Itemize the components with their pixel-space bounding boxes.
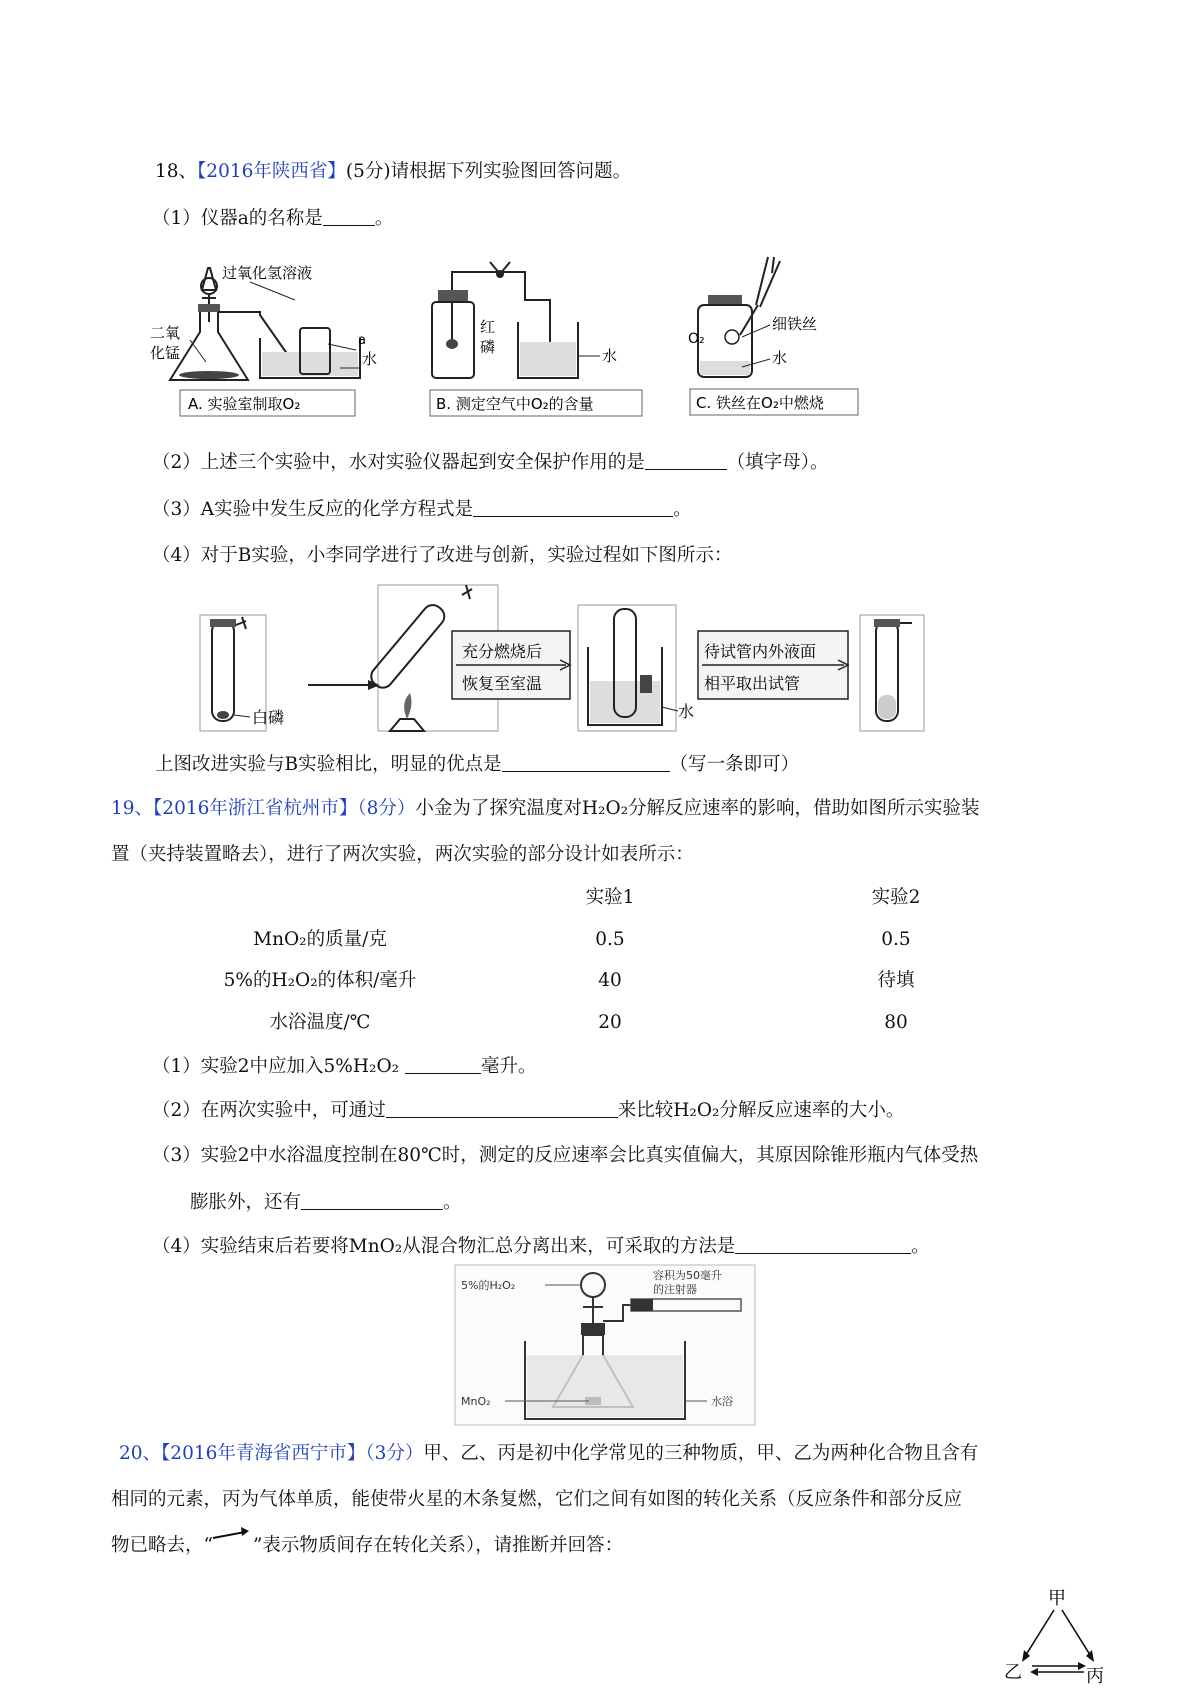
table-cell: 20 [598,1012,622,1033]
table-cell: 0.5 [881,929,911,950]
answer-blank[interactable] [405,1053,481,1074]
figure-d-step1-a: 充分燃烧后 [462,642,543,661]
table-row-label: 水浴温度/℃ [269,1012,371,1033]
figure-b-label-water: 水 [602,347,618,365]
q20-text3a: 物已略去，“ [111,1535,213,1556]
figure-a-label-h2o2: 过氧化氢溶液 [222,264,313,282]
figure-q20-triangle [1000,1586,1110,1686]
q18-part4-text: （4）对于B实验，小李同学进行了改进与创新，实验过程如下图所示： [152,545,733,566]
q18-part3-text: （3）A实验中发生反应的化学方程式是 [152,499,474,520]
table-cell: 0.5 [595,929,625,950]
q19-part3b-end: 。 [443,1192,462,1213]
q20-text1: 甲、乙、丙是初中化学常见的三种物质，甲、乙为两种化合物且含有 [423,1443,979,1464]
q19-part3b [190,1189,462,1216]
q19-part2-text: （2）在两次实验中，可通过 [152,1100,386,1121]
figure-d-step1-b: 恢复至室温 [462,674,543,693]
q18-part3 [152,496,692,523]
q20-source: 【2016年青海省西宁市】 [161,1443,366,1464]
q19-part1-text: （1）实验2中应加入5%H₂O₂ [152,1056,400,1077]
figure-d-label-water: 水 [678,702,695,721]
table-cell: 80 [884,1012,908,1033]
q19-part1 [152,1053,537,1080]
q18-part1-text: （1）仪器a的名称是 [152,208,323,229]
q18-part4 [152,543,732,569]
figure-c-label-water: 水 [772,349,788,367]
q19-part4-end: 。 [911,1236,930,1257]
figure-q19-label-bath: 水浴 [711,1395,733,1408]
q19-part4 [152,1233,930,1260]
table-cell: 待填 [877,970,915,991]
figure-q19-label-mno2: MnO₂ [461,1395,491,1408]
figure-d-improved-experiment [200,585,1000,735]
figure-b-air-oxygen [430,260,645,420]
q20-text2: 相同的元素，丙为气体单质，能使带火星的木条复燃，它们之间有如图的转化关系（反应条件和部分反应 [111,1489,963,1510]
figure-a-label-mno2-2: 化锰 [150,344,181,362]
q18-source: 【2016年陕西省】 [197,161,346,182]
q20-score: （3分） [365,1443,424,1464]
q18-number: 18、 [155,161,198,182]
q20-number: 20、 [119,1443,162,1464]
q20-heading [119,1441,978,1467]
triangle-label-left: 乙 [1004,1662,1022,1683]
answer-blank[interactable] [473,496,673,517]
figure-q19-label-syringe-2: 的注射器 [653,1283,697,1296]
answer-blank[interactable] [386,1097,618,1118]
table-row-label: 5%的H₂O₂的体积/毫升 [223,970,417,991]
q19-part2-end: 来比较H₂O₂分解反应速率的大小。 [617,1100,905,1121]
figure-d-step2-b: 相平取出试管 [704,674,801,693]
figure-q19-label-h2o2: 5%的H₂O₂ [461,1279,516,1292]
figure-d-label-p: 白磷 [252,708,285,727]
q19-part4-text: （4）实验结束后若要将MnO₂从混合物汇总分离出来，可采取的方法是 [152,1236,736,1257]
q18-part2-end: （填字母）。 [726,452,829,473]
answer-blank[interactable] [502,751,670,772]
table-row-label: MnO₂的质量/克 [253,929,387,950]
q18-part2 [152,449,829,476]
table-cell: 40 [598,970,622,991]
q20-text3 [111,1533,623,1559]
figure-a-oxygen-prep [150,260,385,420]
q18-text: (5分)请根据下列实验图回答问题。 [345,161,632,182]
figure-a-label-a: a [358,333,366,348]
q19-part3a: （3）实验2中水浴温度控制在80℃时，测定的反应速率会比真实值偏大，其原因除锥形瓶内气体受热 [152,1145,979,1166]
table-header-exp1: 实验1 [585,887,635,908]
q18-heading [155,159,631,185]
q18-part2-text: （2）上述三个实验中，水对实验仪器起到安全保护作用的是 [152,452,645,473]
q18-part1 [152,205,393,232]
q18-part1-end: 。 [374,208,394,229]
triangle-label-right: 丙 [1086,1666,1104,1687]
arrow-icon [213,1536,253,1556]
q19-heading [111,796,980,822]
triangle-label-top: 甲 [1048,1588,1066,1609]
answer-blank[interactable] [645,449,727,470]
q19-number: 19、 [111,798,154,819]
figure-c-caption: C. 铁丝在O₂中燃烧 [696,394,824,412]
table-header-exp2: 实验2 [871,887,921,908]
answer-blank[interactable] [301,1189,443,1210]
figure-b-caption: B. 测定空气中O₂的含量 [436,395,594,413]
figure-q19-apparatus [455,1265,755,1425]
q18-part5-end: （写一条即可） [669,754,800,775]
q18-part5-text: 上图改进实验与B实验相比，明显的优点是 [155,754,502,775]
figure-a-caption: A. 实验室制取O₂ [188,395,301,413]
figure-b-label-p1: 红 [480,318,496,336]
q18-part3-end: 。 [673,499,692,520]
q19-part2 [152,1097,904,1124]
figure-b-label-p2: 磷 [480,338,496,356]
q19-part3b-text: 膨胀外，还有 [190,1192,302,1213]
figure-d-step2-a: 待试管内外液面 [704,642,817,661]
q19-score: （8分） [357,798,416,819]
q19-intro2: 置（夹持装置略去），进行了两次实验，两次实验的部分设计如表所示： [111,844,694,865]
q18-part5 [155,751,799,778]
figure-a-label-mno2-1: 二氧 [150,324,181,342]
q19-part1-end: 毫升。 [481,1056,537,1077]
figure-a-label-water: 水 [362,350,378,368]
q19-intro1: 小金为了探究温度对H₂O₂分解反应速率的影响，借助如图所示实验装 [415,798,980,819]
figure-c-label-o2: O₂ [688,331,705,347]
q20-text3b: ”表示物质间存在转化关系），请推断并回答： [252,1535,624,1556]
figure-c-iron-burning [690,255,865,420]
q19-source: 【2016年浙江省杭州市】 [153,798,358,819]
answer-blank[interactable] [323,205,375,226]
figure-q19-label-syringe-1: 容积为50毫升 [653,1269,722,1282]
answer-blank[interactable] [735,1233,911,1254]
figure-c-label-wire: 细铁丝 [772,315,818,333]
